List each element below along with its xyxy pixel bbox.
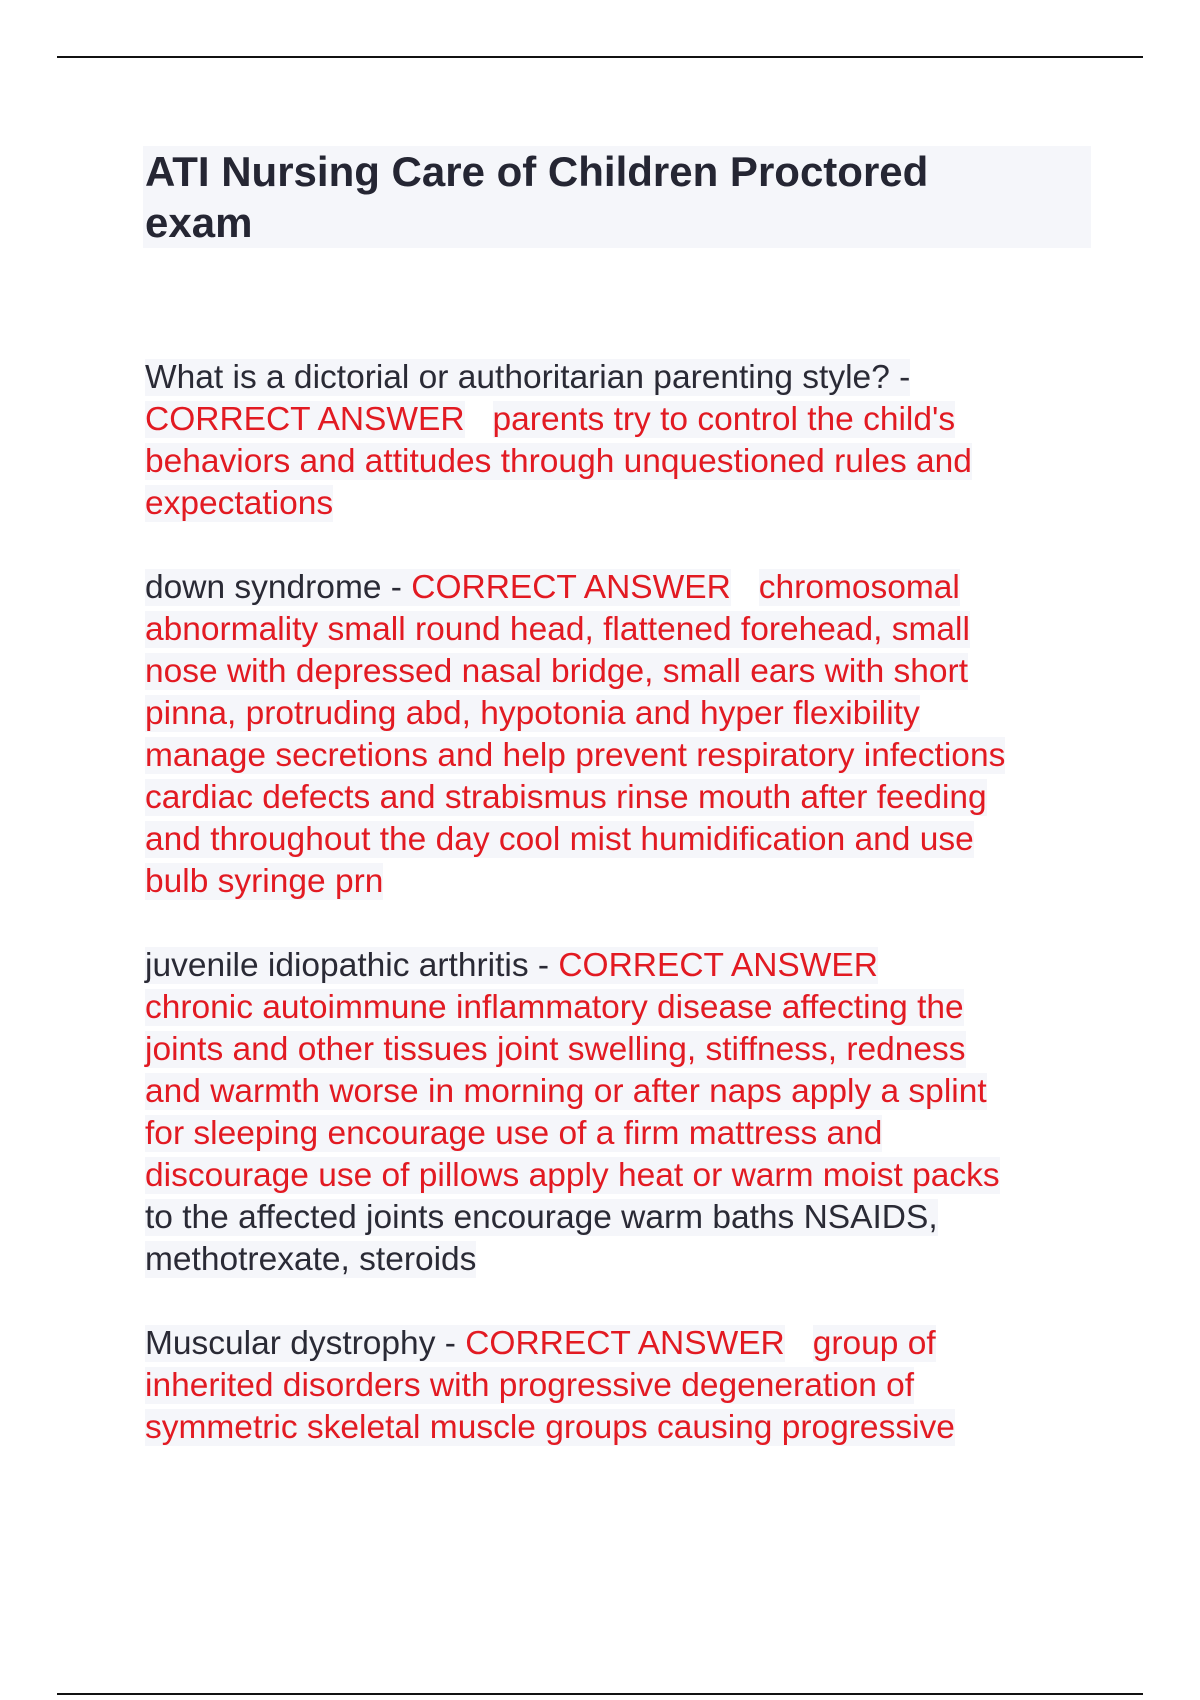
answer-text: cardiac defects and strabismus rinse mouth after feeding — [145, 779, 987, 816]
answer-text: inherited disorders with progressive degeneration of — [145, 1367, 915, 1404]
answer-text: abnormality small round head, flattened forehead, small — [145, 611, 970, 648]
text-line — [145, 1155, 1095, 1197]
text-line — [145, 1323, 1095, 1365]
qa-entry — [145, 357, 1095, 525]
answer-text: expectations — [145, 485, 334, 522]
title-line: ATI Nursing Care of Children Proctored — [145, 148, 929, 195]
answer-text: joints and other tissues joint swelling, stiffness, redness — [145, 1031, 966, 1068]
answer-text: pinna, protruding abd, hypotonia and hyper flexibility — [145, 695, 920, 732]
answer-label: CORRECT ANSWER — [145, 401, 465, 438]
plain-text: methotrexate, steroids — [145, 1241, 477, 1278]
answer-text: manage secretions and help prevent respiratory infections — [145, 737, 1006, 774]
text-line — [145, 693, 1095, 735]
qa-list — [145, 357, 1095, 1491]
text-line — [145, 861, 1095, 903]
text-line — [145, 1197, 1095, 1239]
text-line — [145, 483, 1095, 525]
text-line — [145, 1113, 1095, 1155]
answer-text: and warmth worse in morning or after naps apply a splint — [145, 1073, 987, 1110]
footer-rule — [57, 1693, 1143, 1695]
text-line — [145, 357, 1095, 399]
qa-entry — [145, 1323, 1095, 1449]
qa-entry — [145, 945, 1095, 1281]
text-line — [145, 735, 1095, 777]
answer-label: CORRECT ANSWER — [465, 1325, 785, 1362]
text-line — [145, 987, 1095, 1029]
text-line — [145, 609, 1095, 651]
answer-text: chromosomal — [758, 569, 960, 606]
text-line — [145, 1071, 1095, 1113]
answer-text: parents try to control the child's — [492, 401, 956, 438]
question-text: juvenile idiopathic arthritis - — [145, 947, 559, 984]
answer-text: for sleeping encourage use of a firm mattress and — [145, 1115, 883, 1152]
answer-text: discourage use of pillows apply heat or warm moist packs — [145, 1157, 1000, 1194]
text-line — [145, 1407, 1095, 1449]
answer-text: behaviors and attitudes through unquestioned rules and — [145, 443, 972, 480]
text-line — [145, 1239, 1095, 1281]
text-line — [145, 777, 1095, 819]
header-rule — [57, 56, 1143, 58]
title-line: exam — [145, 199, 253, 246]
qa-entry — [145, 567, 1095, 903]
title-block — [143, 146, 1091, 248]
question-text: Muscular dystrophy - — [145, 1325, 466, 1362]
text-line — [145, 567, 1095, 609]
text-line — [145, 945, 1095, 987]
text-line — [145, 1365, 1095, 1407]
answer-text: group of — [812, 1325, 936, 1362]
document-title — [143, 146, 1005, 248]
answer-text: symmetric skeletal muscle groups causing progressive — [145, 1409, 955, 1446]
plain-text: to the affected joints encourage warm baths NSAIDS, — [145, 1199, 938, 1236]
text-line — [145, 1029, 1095, 1071]
answer-label: CORRECT ANSWER — [411, 569, 731, 606]
text-line — [145, 651, 1095, 693]
text-line — [145, 399, 1095, 441]
answer-text: bulb syringe prn — [145, 863, 384, 900]
answer-text: chronic autoimmune inflammatory disease affecting the — [145, 989, 964, 1026]
answer-text: nose with depressed nasal bridge, small ears with short — [145, 653, 969, 690]
question-text: down syndrome - — [145, 569, 412, 606]
text-line — [145, 819, 1095, 861]
answer-label: CORRECT ANSWER — [558, 947, 878, 984]
text-line — [145, 441, 1095, 483]
answer-text: and throughout the day cool mist humidification and use — [145, 821, 974, 858]
question-text: What is a dictorial or authoritarian parenting style? - — [145, 359, 911, 396]
